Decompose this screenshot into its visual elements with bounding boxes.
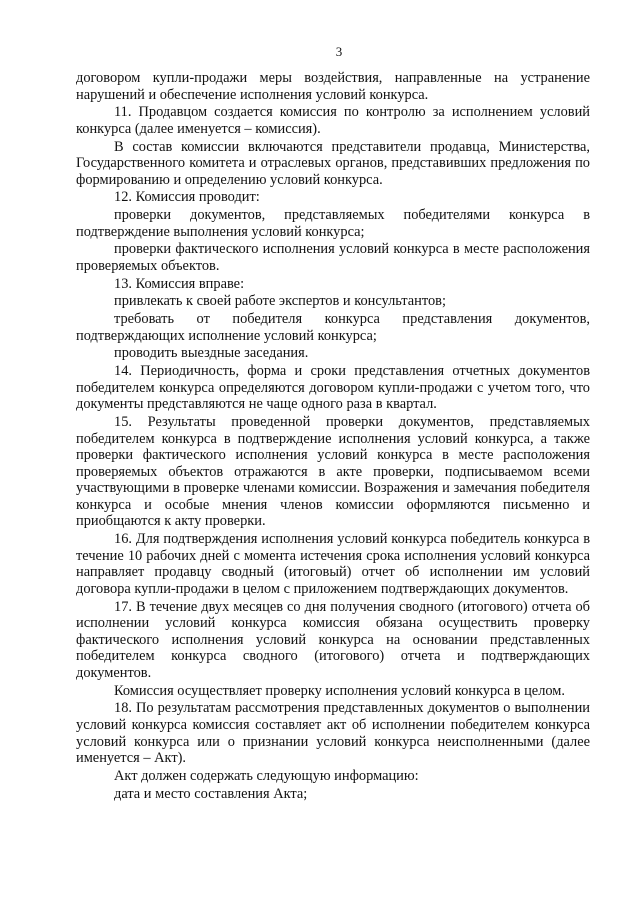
- paragraph-12: 12. Комиссия проводит:: [114, 189, 260, 206]
- document-body: [76, 70, 590, 802]
- paragraph-13-item-1: привлекать к своей работе экспертов и консультантов;: [114, 293, 446, 310]
- paragraph-12-item-2: проверки фактического исполнения условий конкурса в месте расположения проверяемых объектов.: [76, 241, 590, 274]
- paragraph-continuation: договором купли-продажи меры воздействия, направленные на устранение нарушений и обеспечение исполнения условий конкурса.: [76, 70, 590, 103]
- paragraph-13: 13. Комиссия вправе:: [114, 275, 245, 292]
- paragraph-act-content: Акт должен содержать следующую информацию:: [114, 767, 419, 784]
- paragraph-13-item-2: требовать от победителя конкурса представления документов, подтверждающих исполнение условий конкурса;: [76, 311, 590, 344]
- paragraph-18: 18. По результатам рассмотрения представленных документов о выполнении условий конкурса комиссия составляет акт об исполнении победителем конкурса условий конкурса или о признании условий конкурса неисполненными (далее именуется – Акт).: [76, 700, 590, 767]
- paragraph-12-item-1: проверки документов, представляемых победителями конкурса в подтверждение выполнения условий конкурса;: [76, 207, 590, 240]
- paragraph-act-item-1: дата и место составления Акта;: [114, 785, 308, 802]
- paragraph-17-note: Комиссия осуществляет проверку исполнения условий конкурса в целом.: [114, 682, 566, 699]
- paragraph-16: 16. Для подтверждения исполнения условий конкурса победитель конкурса в течение 10 рабочих дней с момента истечения срока исполнения условий конкурса направляет продавцу сводный (итоговый) отчет об исполнении им условий договора купли-продажи в целом с приложением подтверждающих документов.: [76, 531, 590, 597]
- paragraph-14: 14. Периодичность, форма и сроки представления отчетных документов победителем конкурса определяются договором купли-продажи с учетом того, что документы представляются не чаще одного раза в квартал.: [76, 363, 590, 413]
- paragraph-commission-composition: В состав комиссии включаются представители продавца, Министерства, Государственного комитета и отраслевых органов, представивших предложения по формированию и определению условий конкурса.: [76, 138, 590, 188]
- paragraph-11: 11. Продавцом создается комиссия по контролю за исполнением условий конкурса (далее именуется – комиссия).: [76, 104, 590, 137]
- paragraph-17: 17. В течение двух месяцев со дня получения сводного (итогового) отчета об исполнении условий конкурса комиссия обязана осуществить проверку фактического исполнения условий конкурса на основании представленных победителем конкурса сводного (итогового) отчета и подтверждающих документов.: [76, 598, 590, 681]
- page-number: 3: [335, 44, 343, 59]
- paragraph-13-item-3: проводить выездные заседания.: [114, 345, 309, 362]
- paragraph-15: 15. Результаты проведенной проверки документов, представляемых победителем конкурса в подтверждение исполнения условий конкурса, а также проверки фактического исполнения условий конкурса в месте расположения проверяемых объектов отражаются в акте проверки, подписываемом всеми участвующими в проверке членами комиссии. Возражения и замечания победителя конкурса и особые мнения членов комиссии оформляются письменно и приобщаются к акту проверки.: [76, 413, 590, 530]
